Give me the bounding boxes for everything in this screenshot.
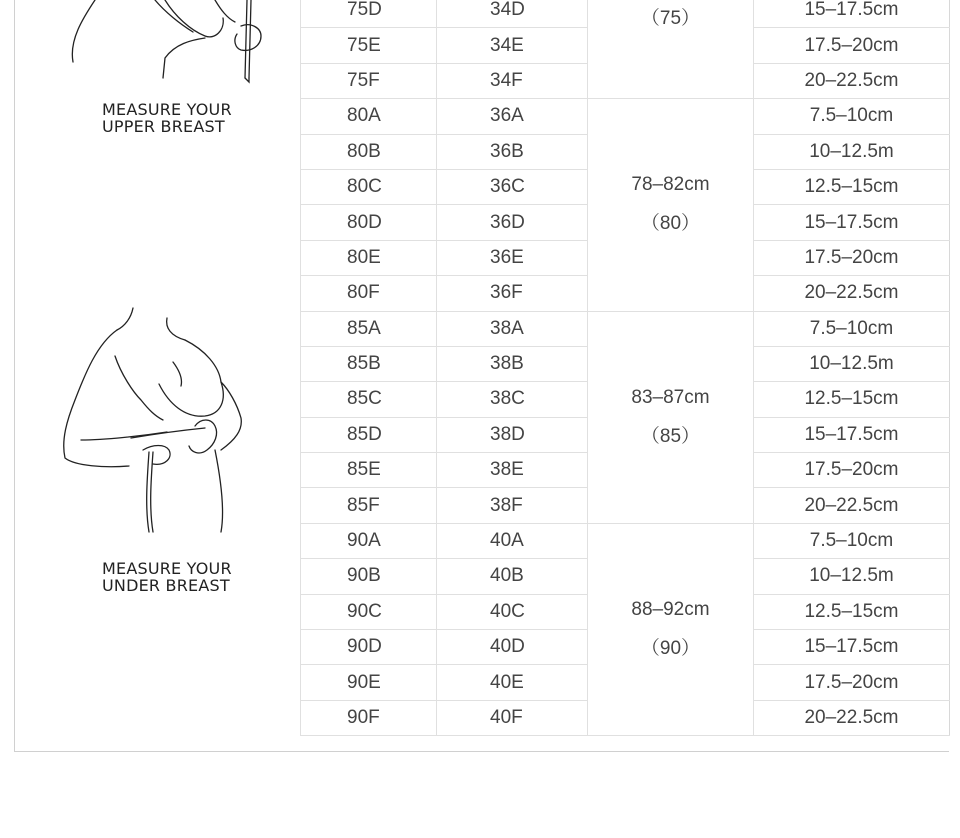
table-row (301, 523, 950, 558)
bust-difference-cell: 12.5–15cm (754, 382, 950, 417)
us-size-cell: 38C (437, 382, 588, 417)
under-caption-line-2: UNDER BREAST (102, 576, 230, 595)
bust-difference-cell: 7.5–10cm (754, 99, 950, 134)
us-size-cell: 34E (437, 28, 588, 63)
eu-size-cell: 90F (301, 700, 437, 735)
us-size-cell: 38B (437, 346, 588, 381)
eu-size-cell: 85B (301, 346, 437, 381)
bra-size-table (300, 0, 950, 736)
underbust-nominal: （90） (640, 638, 701, 660)
eu-size-cell: 90C (301, 594, 437, 629)
under-breast-caption (102, 560, 232, 594)
bust-difference-cell: 15–17.5cm (754, 417, 950, 452)
upper-caption-line-1: MEASURE YOUR (102, 100, 232, 119)
table-row (301, 311, 950, 346)
upper-breast-measure-illustration (65, 0, 275, 85)
eu-size-cell: 90B (301, 559, 437, 594)
eu-size-cell: 80A (301, 99, 437, 134)
bust-difference-cell: 10–12.5m (754, 346, 950, 381)
eu-size-cell: 90A (301, 523, 437, 558)
under-breast-measure-illustration (45, 300, 265, 540)
eu-size-cell: 80F (301, 276, 437, 311)
underbust-nominal: （85） (640, 425, 701, 447)
eu-size-cell: 80E (301, 240, 437, 275)
us-size-cell: 40C (437, 594, 588, 629)
eu-size-cell: 85D (301, 417, 437, 452)
underbust-range-cell (588, 99, 754, 311)
us-size-cell: 36E (437, 240, 588, 275)
us-size-cell: 36C (437, 169, 588, 204)
table-row (301, 0, 950, 28)
eu-size-cell: 90D (301, 630, 437, 665)
us-size-cell: 40F (437, 700, 588, 735)
bust-difference-cell: 17.5–20cm (754, 665, 950, 700)
eu-size-cell: 85C (301, 382, 437, 417)
underbust-range: 78–82cm (631, 174, 710, 196)
us-size-cell: 38F (437, 488, 588, 523)
us-size-cell: 36F (437, 276, 588, 311)
eu-size-cell: 80D (301, 205, 437, 240)
upper-caption-line-2: UPPER BREAST (102, 117, 225, 136)
us-size-cell: 34D (437, 0, 588, 28)
bust-difference-cell: 17.5–20cm (754, 28, 950, 63)
underbust-nominal: （80） (640, 213, 701, 235)
bust-difference-cell: 10–12.5m (754, 559, 950, 594)
underbust-range: 83–87cm (631, 386, 710, 408)
eu-size-cell: 80C (301, 169, 437, 204)
bust-difference-cell: 20–22.5cm (754, 63, 950, 98)
us-size-cell: 40B (437, 559, 588, 594)
bust-difference-cell: 7.5–10cm (754, 523, 950, 558)
eu-size-cell: 75E (301, 28, 437, 63)
bust-difference-cell: 17.5–20cm (754, 453, 950, 488)
underbust-nominal: （75） (640, 8, 701, 29)
underbust-range-cell (588, 311, 754, 523)
eu-size-cell: 85A (301, 311, 437, 346)
us-size-cell: 38D (437, 417, 588, 452)
table-row (301, 99, 950, 134)
bust-difference-cell: 20–22.5cm (754, 488, 950, 523)
bust-difference-cell: 17.5–20cm (754, 240, 950, 275)
us-size-cell: 38A (437, 311, 588, 346)
bust-difference-cell: 20–22.5cm (754, 276, 950, 311)
us-size-cell: 36D (437, 205, 588, 240)
eu-size-cell: 85E (301, 453, 437, 488)
underbust-range: 88–92cm (631, 599, 710, 621)
bust-difference-cell: 12.5–15cm (754, 169, 950, 204)
us-size-cell: 36B (437, 134, 588, 169)
measurement-guide-panel (15, 0, 300, 751)
us-size-cell: 40E (437, 665, 588, 700)
bust-difference-cell: 7.5–10cm (754, 311, 950, 346)
eu-size-cell: 90E (301, 665, 437, 700)
us-size-cell: 34F (437, 63, 588, 98)
us-size-cell: 40A (437, 523, 588, 558)
eu-size-cell: 75F (301, 63, 437, 98)
bust-difference-cell: 15–17.5cm (754, 630, 950, 665)
bust-difference-cell: 10–12.5m (754, 134, 950, 169)
under-caption-line-1: MEASURE YOUR (102, 559, 232, 578)
bust-difference-cell: 15–17.5cm (754, 0, 950, 28)
us-size-cell: 38E (437, 453, 588, 488)
bust-difference-cell: 15–17.5cm (754, 205, 950, 240)
underbust-range-cell (588, 523, 754, 735)
upper-breast-caption (102, 101, 232, 135)
bust-difference-cell: 12.5–15cm (754, 594, 950, 629)
eu-size-cell: 80B (301, 134, 437, 169)
eu-size-cell: 75D (301, 0, 437, 28)
us-size-cell: 36A (437, 99, 588, 134)
bust-difference-cell: 20–22.5cm (754, 700, 950, 735)
us-size-cell: 40D (437, 630, 588, 665)
eu-size-cell: 85F (301, 488, 437, 523)
underbust-range-cell (588, 0, 754, 99)
